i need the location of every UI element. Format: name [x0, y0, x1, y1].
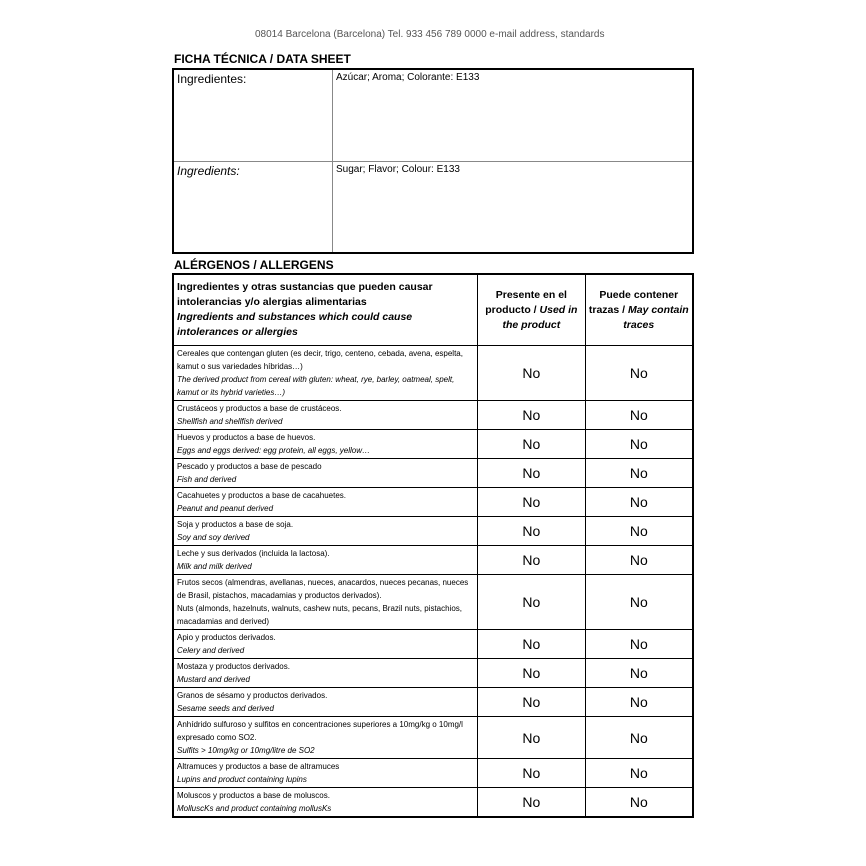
- traces-value: No: [585, 575, 693, 630]
- allergen-name: [173, 346, 478, 401]
- ingredients-row-es: [173, 69, 693, 162]
- allergen-name-es: Leche y sus derivados (incluida la lactosa).: [177, 549, 330, 558]
- allergen-name: [173, 401, 478, 430]
- present-value: No: [478, 517, 585, 546]
- allergen-name-es: Altramuces y productos a base de altramuces: [177, 762, 340, 771]
- allergen-name-es: Cacahuetes y productos a base de cacahuetes.: [177, 491, 346, 500]
- header-substances: [173, 274, 478, 346]
- allergen-name-en: Sulfits > 10mg/kg or 10mg/litre de SO2: [177, 746, 315, 755]
- traces-value: No: [585, 401, 693, 430]
- allergen-row: [173, 688, 693, 717]
- allergen-row: [173, 717, 693, 759]
- allergen-header-row: [173, 274, 693, 346]
- traces-value: No: [585, 788, 693, 818]
- allergen-name-en: Shellfish and shellfish derived: [177, 417, 283, 426]
- header-substances-en: Ingredients and substances which could cause intolerances or allergies: [177, 311, 413, 338]
- allergen-row: [173, 659, 693, 688]
- present-value: No: [478, 401, 585, 430]
- allergen-row: [173, 788, 693, 818]
- allergen-name-en: Milk and milk derived: [177, 562, 252, 571]
- allergen-name: [173, 517, 478, 546]
- present-value: No: [478, 488, 585, 517]
- allergen-name: [173, 717, 478, 759]
- ingredients-value-es: Azúcar; Aroma; Colorante: E133: [333, 69, 694, 162]
- ingredients-value-en: Sugar; Flavor; Colour: E133: [333, 162, 694, 254]
- traces-value: No: [585, 346, 693, 401]
- allergens-title: ALÉRGENOS / ALLERGENS: [174, 258, 334, 272]
- allergen-row: [173, 575, 693, 630]
- allergen-name-en: Fish and derived: [177, 475, 237, 484]
- allergen-name-es: Soja y productos a base de soja.: [177, 520, 294, 529]
- data-sheet-title: FICHA TÉCNICA / DATA SHEET: [174, 52, 351, 66]
- header-present-en: Used in the product: [502, 303, 578, 331]
- allergen-name: [173, 430, 478, 459]
- header-substances-es: Ingredientes y otras sustancias que pueden causar intolerancias y/o alergias alimentarias: [177, 281, 433, 308]
- present-value: No: [478, 430, 585, 459]
- allergen-table: [172, 273, 694, 818]
- present-value: No: [478, 630, 585, 659]
- present-value: No: [478, 717, 585, 759]
- traces-value: No: [585, 546, 693, 575]
- allergen-name-en: Lupins and product containing lupins: [177, 775, 307, 784]
- cut-off-header-text: 08014 Barcelona (Barcelona) Tel. 933 456 789 0000 e-mail address, standards: [255, 29, 605, 40]
- header-traces: [585, 274, 693, 346]
- allergen-row: [173, 630, 693, 659]
- traces-value: No: [585, 659, 693, 688]
- allergen-name: [173, 759, 478, 788]
- traces-value: No: [585, 630, 693, 659]
- allergen-name-es: Granos de sésamo y productos derivados.: [177, 691, 328, 700]
- ingredients-label-en: Ingredients:: [173, 162, 333, 254]
- allergen-name-es: Moluscos y productos a base de moluscos.: [177, 791, 330, 800]
- present-value: No: [478, 759, 585, 788]
- allergen-name-en: Celery and derived: [177, 646, 245, 655]
- header-present: [478, 274, 585, 346]
- present-value: No: [478, 788, 585, 818]
- allergen-name-es: Huevos y productos a base de huevos.: [177, 433, 316, 442]
- present-value: No: [478, 575, 585, 630]
- allergen-name-es: Anhídrido sulfuroso y sulfitos en concentraciones superiores a 10mg/kg o 10mg/l expresado como SO2.: [177, 720, 463, 742]
- allergen-row: [173, 401, 693, 430]
- allergen-name: [173, 546, 478, 575]
- allergen-name-en: The derived product from cereal with gluten: wheat, rye, barley, oatmeal, spelt, kamut or its hybrid varieties…): [177, 375, 455, 397]
- traces-value: No: [585, 759, 693, 788]
- allergen-name: [173, 630, 478, 659]
- allergen-row: [173, 546, 693, 575]
- ingredients-row-en: [173, 162, 693, 254]
- allergen-name-es: Pescado y productos a base de pescado: [177, 462, 322, 471]
- header-traces-es: Puede contener trazas /: [588, 288, 679, 316]
- allergen-name-es: Frutos secos (almendras, avellanas, nueces, anacardos, nueces pecanas, nueces de Brasil, pistachos, macadamias y productos derivados).: [177, 578, 469, 600]
- present-value: No: [478, 688, 585, 717]
- allergen-name-es: Mostaza y productos derivados.: [177, 662, 290, 671]
- allergen-name: [173, 459, 478, 488]
- ingredients-label-es: Ingredientes:: [173, 69, 333, 162]
- allergen-name-es: Cereales que contengan gluten (es decir, trigo, centeno, cebada, avena, espelta, kamut o sus variedades híbridas…): [177, 349, 463, 371]
- header-present-es: Presente en el producto /: [485, 288, 567, 316]
- allergen-row: [173, 459, 693, 488]
- traces-value: No: [585, 430, 693, 459]
- allergen-row: [173, 488, 693, 517]
- allergen-row: [173, 517, 693, 546]
- traces-value: No: [585, 688, 693, 717]
- traces-value: No: [585, 717, 693, 759]
- header-traces-en: May contain traces: [623, 303, 689, 331]
- allergen-name-es: Crustáceos y productos a base de crustáceos.: [177, 404, 342, 413]
- allergen-name-en: Sesame seeds and derived: [177, 704, 274, 713]
- allergen-rows: [173, 346, 693, 818]
- allergen-name-en: Peanut and peanut derived: [177, 504, 274, 513]
- present-value: No: [478, 546, 585, 575]
- allergen-row: [173, 430, 693, 459]
- allergen-name-en: Mustard and derived: [177, 675, 250, 684]
- allergen-name-en: Soy and soy derived: [177, 533, 250, 542]
- allergen-name: [173, 688, 478, 717]
- present-value: No: [478, 659, 585, 688]
- allergen-name-en: Nuts (almonds, hazelnuts, walnuts, cashew nuts, pecans, Brazil nuts, pistachios, macadamias and derived): [177, 604, 463, 626]
- present-value: No: [478, 346, 585, 401]
- allergen-name-es: Apio y productos derivados.: [177, 633, 276, 642]
- allergen-row: [173, 346, 693, 401]
- allergen-name: [173, 788, 478, 818]
- traces-value: No: [585, 459, 693, 488]
- allergen-name-en: Eggs and eggs derived: egg protein, all eggs, yellow…: [177, 446, 371, 455]
- traces-value: No: [585, 517, 693, 546]
- allergen-row: [173, 759, 693, 788]
- allergen-name: [173, 488, 478, 517]
- allergen-name: [173, 659, 478, 688]
- present-value: No: [478, 459, 585, 488]
- allergen-name-en: MolluscKs and product containing mollusKs: [177, 804, 332, 813]
- traces-value: No: [585, 488, 693, 517]
- data-sheet-table: [172, 68, 694, 254]
- allergen-name: [173, 575, 478, 630]
